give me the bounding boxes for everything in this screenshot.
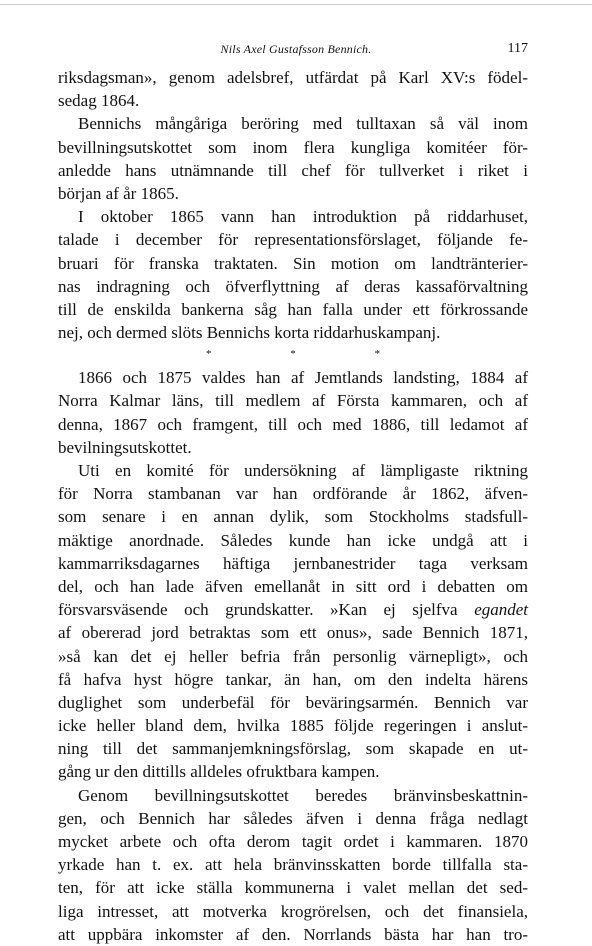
text-line: I oktober 1865 vann han introduktion på riddarhuset, (78, 207, 528, 227)
section-divider-asterisks: * * * (206, 348, 418, 361)
text-line: denna, 1867 och framgent, till och med 1886, till ledamot af (58, 414, 528, 434)
text-line: bruari för franska traktaten. Sin motion om landtränterier- (58, 253, 528, 273)
text-line: som senare i en annan dylik, som Stockholms stadsfull- (58, 507, 528, 527)
text-line: kammarriksdagarnes häftiga jernbanestrider taga verksam (58, 553, 528, 573)
text-line: Bennichs mångåriga beröring med tulltaxan så väl inom (78, 114, 528, 134)
text-line: bevilningsutskottet. (58, 437, 192, 457)
body-text (58, 66, 528, 946)
text-line: till de enskilda bankerna såg han falla under ett förkrossande (58, 299, 528, 319)
text-line: att uppbära inkomster af den. Norrlands bästa har han tro- (58, 924, 528, 944)
text-line: mäktige anordnade. Således kunde han icke undgå att i (58, 530, 528, 550)
text-line: sedag 1864. (58, 91, 140, 111)
text-line: gång ur den dittills alldeles ofruktbara kampen. (58, 762, 380, 782)
text-line: del, och han lade äfven emellanåt in sitt ord i debatten om (58, 576, 528, 596)
text-line: yrkade han t. ex. att hela bränvinsskatten borde tillfalla sta- (58, 855, 528, 875)
text-line: af obererad jord betraktas som ett onus», sade Bennich 1871, (58, 623, 528, 643)
text-line: ning till det sammanjemkningsförslag, som skapade en ut- (58, 739, 528, 759)
text-line: talade i december för representationsförslaget, följande fe- (58, 230, 528, 250)
text-line: Norra Kalmar läns, till medlem af Första kammaren, och af (58, 391, 528, 411)
text-line: Uti en komité för undersökning af lämpligaste riktning (78, 461, 528, 480)
text-line: gen, och Bennich har således äfven i denna fråga nedlagt (58, 808, 528, 828)
text-line: mycket arbete och ofta derom tagit ordet i kammaren. 1870 (58, 832, 528, 851)
text-line: icke heller bland dem, hvilka 1885 följde regeringen i anslut- (58, 716, 528, 736)
text-line: få hafva hyst högre tankar, än han, om den indelta härens (58, 669, 528, 689)
text-line: nej, och dermed slöts Bennichs korta riddarhuskampanj. (58, 323, 441, 343)
text-line: Genom bevillningsutskottet beredes bränvinsbeskattnin- (78, 785, 528, 805)
text-line-with-italic (58, 598, 528, 621)
text-line: 1866 och 1875 valdes han af Jemtlands landsting, 1884 af (78, 368, 528, 388)
page-number: 117 (507, 41, 528, 56)
text-line: duglighet som underbefäl för beväringsarmén. Bennich var (58, 692, 528, 712)
text-line: för Norra stambanan var han ordförande år 1862, äfven- (58, 484, 528, 504)
text-line: början af år 1865. (58, 183, 179, 203)
italic-word: egandet (474, 600, 529, 620)
text-line: nas indragning och öfverflyttning af deras kassaförvaltning (58, 276, 528, 296)
text-line: liga intresset, att motverka krogrörelsen, och det finansiela, (58, 901, 528, 921)
text-line: »så kan det ej heller befria från personlig värnepligt», och (58, 646, 528, 666)
text-line: riksdagsman», genom adelsbref, utfärdat på Karl XV:s födel- (58, 68, 528, 87)
running-head: Nils Axel Gustafsson Bennich. (220, 42, 372, 56)
top-rule (0, 4, 592, 5)
text-line: anledde hans utnämnande till chef för tullverket i riket i (58, 160, 528, 180)
text-segment: försvarsväsende och grundskatter. »Kan ej sjelfva (58, 600, 458, 620)
text-line: ten, för att icke ställa kommunerna i valet mellan det sed- (58, 878, 528, 898)
page-header (0, 42, 592, 62)
text-line: bevillningsutskottet som inom flera kungliga komitéer för- (58, 137, 528, 157)
